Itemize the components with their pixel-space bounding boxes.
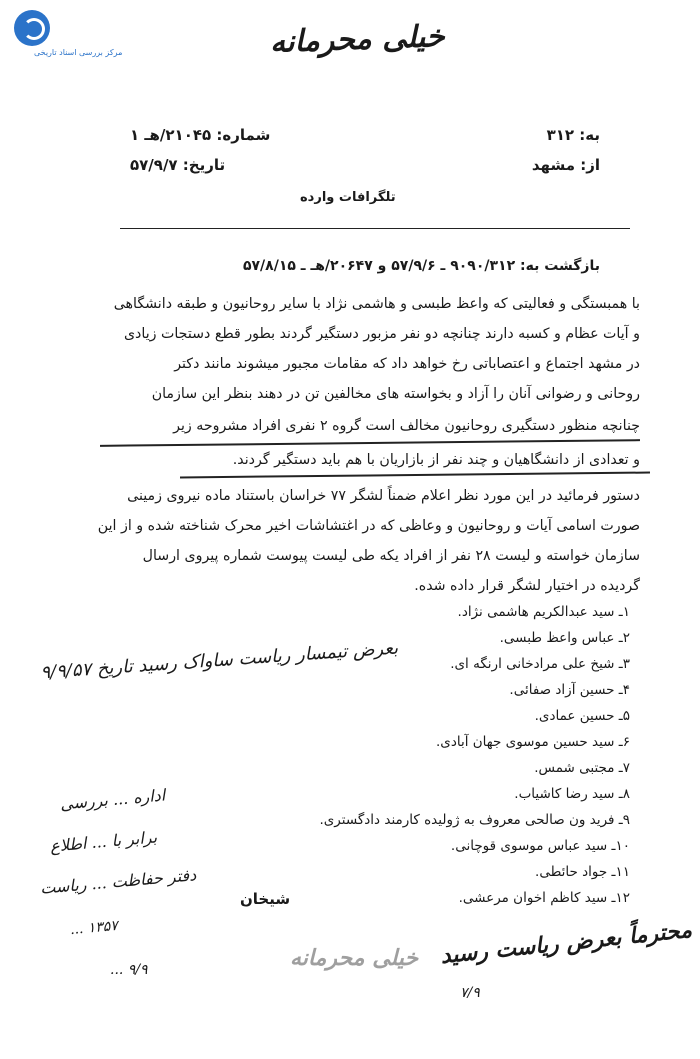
- list-item: ۸ـ سید رضا کاشیاب.: [514, 786, 630, 802]
- stamp-date: ۷/۹: [460, 985, 480, 1001]
- list-item: ۲ـ عباس واعظ طبسی.: [499, 630, 630, 646]
- reference: بازگشت به: ۹۰۹۰/۳۱۲ ـ ۵۷/۹/۶ و ۲۰۶۴۷/هـ ـ ۵۷/۸/۱۵: [242, 258, 600, 274]
- approval-stamp: محترماً بعرض ریاست رسید: [439, 916, 694, 970]
- handwritten-underline: [180, 472, 650, 479]
- handwritten-underline: [100, 439, 640, 447]
- logo-text: مرکز بررسی اسناد تاریخی: [34, 48, 123, 57]
- header-number: شماره: ۲۱۰۴۵/هـ ۱: [130, 126, 271, 144]
- logo-icon: [14, 10, 50, 46]
- list-item: ۹ـ فرید ون صالحی معروف به ژولیده کارمند دادگستری.: [319, 812, 630, 828]
- list-item: ۱ـ سید عبدالکریم هاشمی نژاد.: [457, 604, 630, 620]
- signature: شیخان: [240, 890, 291, 908]
- list-item: ۶ـ سید حسین موسوی جهان آبادی.: [435, 734, 630, 750]
- classification-stamp: خیلی محرمانه: [269, 18, 446, 61]
- body-line: سازمان خواسته و لیست ۲۸ نفر از افراد یکه طی لیست پیوست شماره پیروی ارسال: [142, 548, 640, 564]
- divider: [120, 228, 630, 229]
- list-item: ۵ـ حسین عمادی.: [534, 708, 630, 724]
- body-line: با همبستگی و فعالیتی که واعظ طبسی و هاشمی نژاد با سایر روحانیون و طبقه دانشگاهی: [113, 296, 640, 312]
- header-date: تاریخ: ۵۷/۹/۷: [130, 156, 226, 174]
- body-line: چنانچه منظور دستگیری روحانیون مخالف است گروه ۲ نفری افراد مشروحه زیر: [173, 418, 640, 434]
- body-line: روحانی و رضوانی آنان را آزاد و بخواسته های مخالفین تن در دهند بنظر این سازمان: [151, 386, 640, 402]
- header-subject: تلگرافات وارده: [300, 190, 396, 205]
- list-item: ۳ـ شیخ علی مرادخانی ارنگه ای.: [450, 656, 630, 672]
- body-line: و تعدادی از دانشگاهیان و چند نفر از بازاریان با هم باید دستگیر گردند.: [232, 452, 640, 468]
- body-line: صورت اسامی آیات و روحانیون و وعاظی که در اغتشاشات اخیر محرک شناخته شده و از این: [97, 518, 640, 534]
- body-line: و آیات عظام و کسبه دارند چنانچه دو نفر مزبور دستگیر گردند بطور قطع دستجات زیادی: [123, 326, 640, 342]
- body-line: دستور فرمائید در این مورد نظر اعلام ضمناً لشگر ۷۷ خراسان باستناد ماده نیروی زمینی: [127, 488, 640, 504]
- list-item: ۴ـ حسین آزاد صفائی.: [509, 682, 630, 698]
- list-item: ۱۲ـ سید کاظم اخوان مرعشی.: [458, 890, 630, 906]
- list-item: ۱۰ـ سید عباس موسوی قوچانی.: [450, 838, 630, 854]
- margin-note: ... ۱۳۵۷: [69, 917, 119, 939]
- margin-note: بعرض تیمسار ریاست ساواک رسید تاریخ ۹/۹/۵۷: [39, 637, 399, 684]
- body-line: در مشهد اجتماع و اعتصاباتی رخ خواهد داد که مقامات مجبور میشوند مانند دکتر: [174, 356, 640, 372]
- margin-note: دفتر حفاظت ... ریاست: [39, 865, 197, 898]
- logo: [14, 10, 154, 58]
- margin-note: برابر با ... اطلاع: [49, 827, 158, 856]
- margin-note: اداره ... بررسی: [59, 785, 166, 814]
- list-item: ۱۱ـ جواد حائطی.: [535, 864, 630, 880]
- list-item: ۷ـ مجتبی شمس.: [534, 760, 630, 776]
- margin-note: ... ۹/۹: [110, 962, 148, 978]
- body-line: گردیده در اختیار لشگر قرار داده شده.: [414, 578, 640, 594]
- header-to: به: ۳۱۲: [546, 126, 600, 144]
- classification-stamp-bottom: خیلی محرمانه: [290, 945, 419, 971]
- header-from: از: مشهد: [531, 156, 600, 174]
